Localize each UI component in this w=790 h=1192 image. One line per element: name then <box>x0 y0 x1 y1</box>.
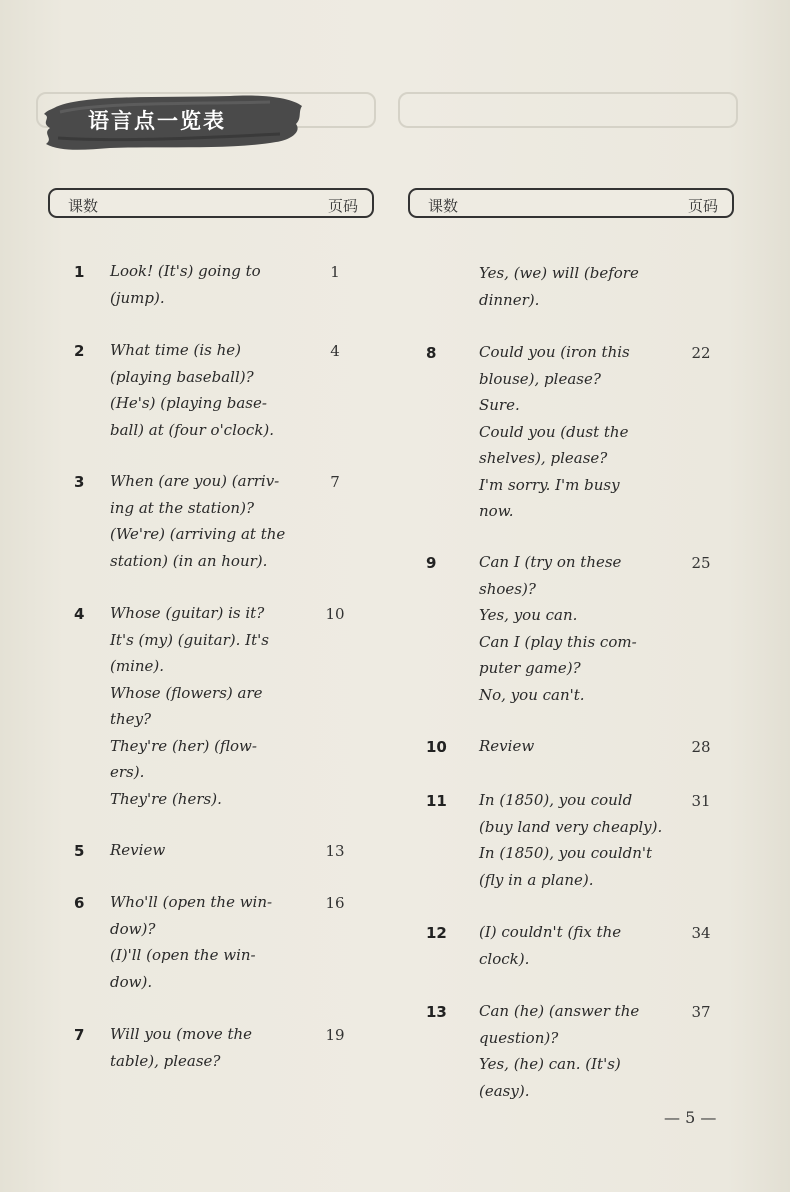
page-number: 13 <box>325 842 345 860</box>
page-number: 7 <box>330 473 340 491</box>
page-number: 31 <box>691 792 711 810</box>
lesson-line: (I)'ll (open the win- <box>110 946 256 964</box>
lesson-line: (mine). <box>110 657 165 675</box>
lesson-line: table), please? <box>110 1051 221 1070</box>
lesson-lines <box>479 339 671 525</box>
lesson-line: dow)? <box>110 919 156 938</box>
lesson-line: dinner). <box>479 290 540 309</box>
page-number: 10 <box>325 605 345 623</box>
lesson-line: Review <box>479 737 535 755</box>
lesson-line: station) (in an hour). <box>110 551 268 570</box>
lesson-lines <box>479 260 671 313</box>
lesson-lines <box>110 889 302 995</box>
page-header-label: 页码 <box>327 197 358 215</box>
lesson-line: Could you (dust the <box>479 422 629 441</box>
lesson-line: blouse), please? <box>479 369 601 388</box>
page-number: 28 <box>691 738 711 756</box>
lesson-line: puter game)? <box>479 659 581 677</box>
lesson-lines <box>479 733 671 760</box>
lesson-number: 10 <box>426 738 447 756</box>
lesson-lines <box>110 1021 302 1074</box>
lesson-line: In (1850), you couldn't <box>479 844 653 862</box>
column-header-right <box>408 188 734 218</box>
lesson-lines <box>110 468 302 574</box>
lesson-number: 3 <box>74 473 85 491</box>
lesson-number: 13 <box>426 1003 447 1021</box>
lesson-line: Whose (flowers) are <box>110 683 263 702</box>
lesson-number: 6 <box>74 894 85 912</box>
lesson-line: (I) couldn't (fix the <box>479 923 622 941</box>
bleed-through-bar <box>398 92 738 128</box>
lesson-line: shoes)? <box>479 579 536 598</box>
lesson-lines <box>479 919 671 972</box>
lesson-line: now. <box>479 502 514 520</box>
lesson-line: What time (is he) <box>110 341 242 359</box>
page-number: 25 <box>691 554 711 572</box>
lesson-number: 9 <box>426 554 437 572</box>
lesson-line: ing at the station)? <box>110 498 254 517</box>
lesson-line: They're (hers). <box>110 789 222 808</box>
lesson-line: (jump). <box>110 288 165 307</box>
lesson-line: (We're) (arriving at the <box>110 525 286 543</box>
page-number: 4 <box>330 342 340 360</box>
lesson-lines <box>110 337 302 443</box>
lesson-number: 4 <box>74 605 85 623</box>
lesson-line: ers). <box>110 763 145 781</box>
lesson-line: Whose (guitar) is it? <box>110 604 265 622</box>
lesson-line: shelves), please? <box>479 449 608 467</box>
page-header-label: 页码 <box>687 197 718 215</box>
lesson-line: they? <box>110 710 152 728</box>
lesson-line: No, you can't. <box>479 685 585 704</box>
lesson-line: Could you (iron this <box>479 343 630 361</box>
page-footer-number: — 5 — <box>664 1108 717 1127</box>
lesson-line: question)? <box>479 1028 559 1047</box>
lesson-line: Yes, (we) will (before <box>479 264 639 282</box>
column-header-left <box>48 188 374 218</box>
lesson-lines <box>479 549 671 708</box>
lesson-number: 11 <box>426 792 447 810</box>
lesson-number: 1 <box>74 263 85 281</box>
lesson-number: 7 <box>74 1026 85 1044</box>
lesson-line: Can (he) (answer the <box>479 1002 640 1020</box>
lesson-line: Can I (play this com- <box>479 632 637 651</box>
page-number: 34 <box>691 924 711 942</box>
lesson-lines <box>110 258 302 311</box>
page-number: 1 <box>330 263 340 281</box>
lesson-lines <box>110 837 302 864</box>
lesson-line: ball) at (four o'clock). <box>110 420 275 439</box>
lesson-line: dow). <box>110 972 153 991</box>
lesson-number: 2 <box>74 342 85 360</box>
lesson-line: Who'll (open the win- <box>110 893 273 911</box>
page-number: 16 <box>325 894 345 912</box>
lesson-lines <box>479 998 671 1104</box>
lesson-line: Will you (move the <box>110 1025 253 1043</box>
lesson-line: (fly in a plane). <box>479 870 594 889</box>
lesson-line: It's (my) (guitar). It's <box>110 630 269 649</box>
lesson-line: Can I (try on these <box>479 553 622 571</box>
lesson-line: (He's) (playing base- <box>110 394 267 412</box>
lesson-line: When (are you) (arriv- <box>110 472 280 490</box>
lesson-header-label: 课数 <box>68 197 99 215</box>
lesson-line: (playing baseball)? <box>110 367 254 386</box>
lesson-line: (buy land very cheaply). <box>479 817 663 836</box>
lesson-number: 12 <box>426 924 447 942</box>
page-number: 22 <box>691 344 711 362</box>
lesson-line: They're (her) (flow- <box>110 736 257 755</box>
lesson-line: Yes, (he) can. (It's) <box>479 1055 621 1073</box>
banner-title: 语言点一览表 <box>88 109 226 133</box>
lesson-lines <box>479 787 671 893</box>
lesson-line: Review <box>110 841 166 859</box>
page-number: 37 <box>691 1003 711 1021</box>
lesson-line: I'm sorry. I'm busy <box>479 475 620 494</box>
lesson-line: Sure. <box>479 396 520 414</box>
lesson-line: clock). <box>479 949 530 968</box>
lesson-line: Yes, you can. <box>479 606 578 624</box>
lesson-line: Look! (It's) going to <box>110 262 261 280</box>
lesson-header-label: 课数 <box>428 197 459 215</box>
lesson-line: In (1850), you could <box>479 791 633 809</box>
page-number: 19 <box>325 1026 345 1044</box>
title-banner <box>40 88 305 154</box>
lesson-number: 5 <box>74 842 85 860</box>
lesson-number: 8 <box>426 344 437 362</box>
lesson-line: (easy). <box>479 1081 530 1100</box>
lesson-lines <box>110 600 302 812</box>
